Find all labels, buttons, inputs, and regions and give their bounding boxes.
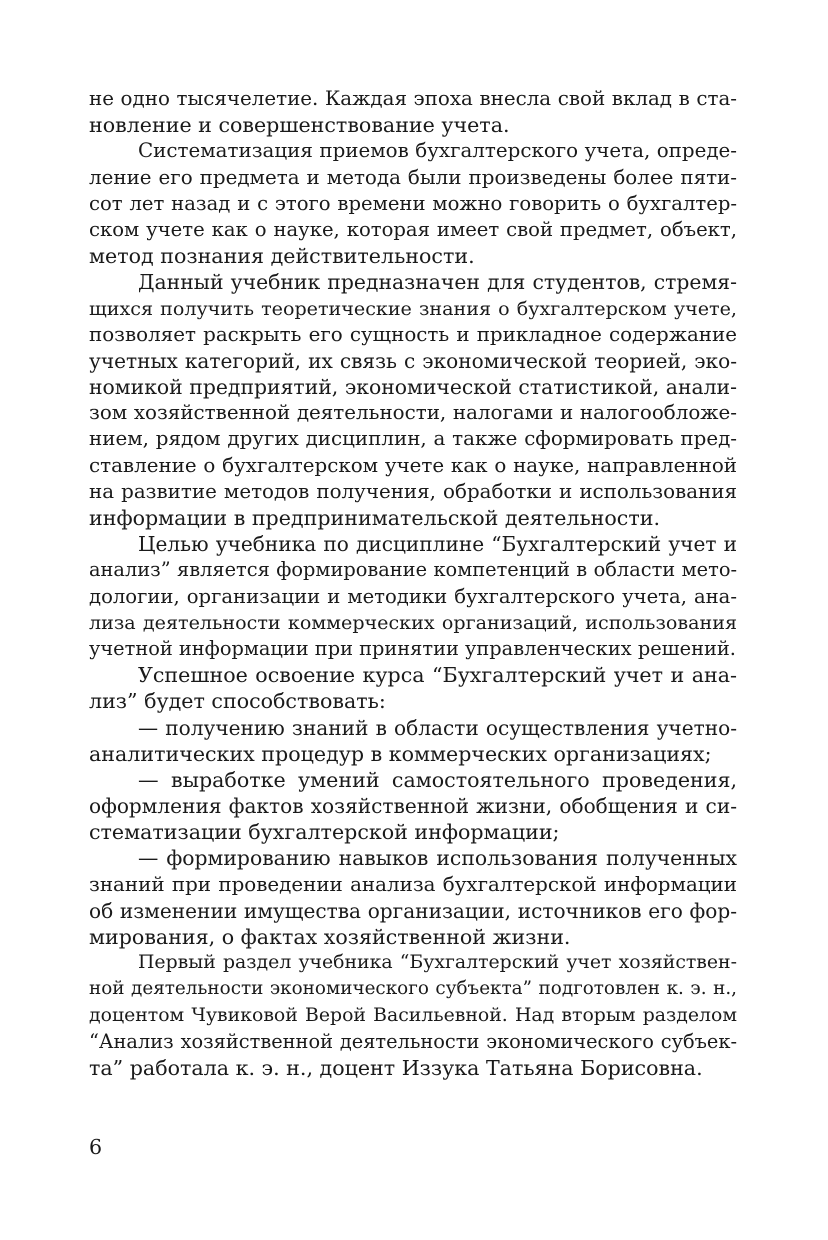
body-text — [89, 86, 737, 1081]
paragraph-first-line: Целью учебника по дисциплине “Бухгалтерский учет и — [138, 532, 737, 557]
text-line: учетных категорий, их связь с экономической теорией, эко- — [89, 348, 737, 373]
list-item-first-line: — формированию навыков использования полученных — [138, 846, 737, 871]
text-line: зом хозяйственной деятельности, налогами и налогообложе- — [89, 401, 737, 425]
text-line: информации в предпринимательской деятельности. — [89, 506, 660, 530]
text-line: об изменении имущества организации, источников его фор- — [89, 898, 737, 923]
text-line: сот лет назад и с этого времени можно говорить о бухгалтер- — [89, 191, 737, 215]
paragraph-first-line: Данный учебник предназначен для студентов, стремя- — [138, 270, 737, 295]
text-line: знаний при проведении анализа бухгалтерской информации — [89, 872, 737, 896]
list-item-first-line: — выработке умений самостоятельного проведения, — [138, 767, 737, 792]
text-line: щихся получить теоретические знания о бухгалтерском учете, — [89, 296, 737, 320]
text-line: ском учете как о науке, которая имеет свой предмет, объект, — [89, 217, 737, 241]
text-line: ление его предмета и метода были произведены более пяти- — [89, 165, 737, 189]
text-line: “Анализ хозяйственной деятельности экономического субъек- — [89, 1029, 737, 1053]
paragraph-first-line: Систематизация приемов бухгалтерского учета, опреде- — [138, 139, 737, 163]
text-line: номикой предприятий, экономической статистикой, анали- — [89, 375, 737, 400]
paragraph-first-line: Успешное освоение курса “Бухгалтерский учет и ана- — [138, 663, 737, 688]
text-line: анализ” является формирование компетенций в области мето- — [89, 558, 737, 582]
text-line: учетной информации при принятии управленческих решений. — [89, 636, 736, 660]
text-line: метод познания действительности. — [89, 244, 475, 269]
text-line: на развитие методов получения, обработки и использования — [89, 479, 737, 503]
text-line: аналитических процедур в коммерческих организациях; — [89, 741, 712, 766]
text-line: ной деятельности экономического субъекта” подготовлен к. э. н., — [89, 978, 737, 1000]
text-line: не одно тысячелетие. Каждая эпоха внесла свой вклад в ста- — [89, 87, 737, 110]
text-line: новление и совершенствование учета. — [89, 113, 510, 138]
text-line: стематизации бухгалтерской информации; — [89, 820, 560, 845]
text-line: лиза деятельности коммерческих организаций, использования — [89, 610, 737, 634]
paragraph-first-line: Первый раздел учебника “Бухгалтерский учет хозяйствен- — [138, 952, 737, 974]
text-line: лиз” будет способствовать: — [89, 689, 386, 714]
text-line: мирования, о фактах хозяйственной жизни. — [89, 925, 571, 949]
text-line: оформления фактов хозяйственной жизни, обобщения и си- — [89, 794, 737, 819]
page-number: 6 — [89, 1135, 103, 1159]
text-line: дологии, организации и методики бухгалтерского учета, ана- — [89, 584, 737, 608]
text-line: нием, рядом других дисциплин, а также сформировать пред- — [89, 427, 737, 451]
text-line: позволяет раскрыть его сущность и прикладное содержание — [89, 322, 737, 346]
list-item-first-line: — получению знаний в области осуществления учетно- — [138, 715, 737, 740]
text-line: та” работала к. э. н., доцент Иззука Татьяна Борисовна. — [89, 1055, 703, 1080]
text-line: ставление о бухгалтерском учете как о науке, направленной — [89, 453, 737, 477]
text-line: доцентом Чувиковой Верой Васильевной. Над вторым разделом — [89, 1004, 737, 1026]
